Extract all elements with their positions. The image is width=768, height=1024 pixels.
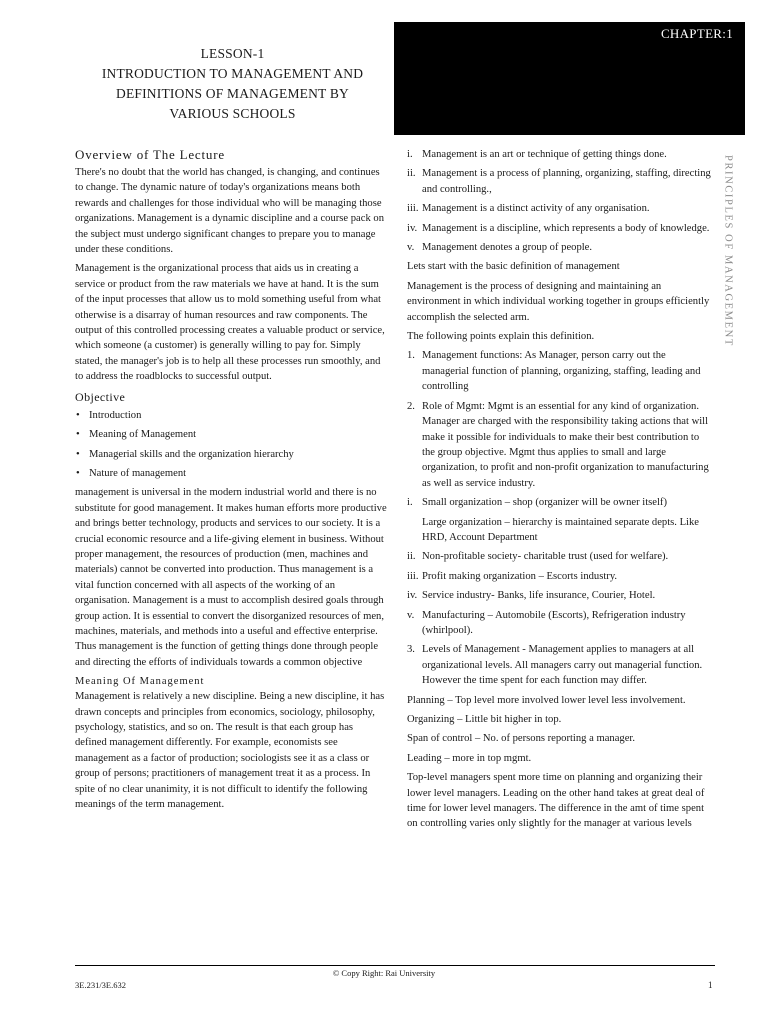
list-marker: iii. <box>407 203 419 215</box>
course-code: 3E.231/3E.632 <box>75 980 126 990</box>
right-column <box>407 147 714 836</box>
side-running-title-text: PRINCIPLES OF MANAGEMENT <box>722 155 734 347</box>
bullet-icon: • <box>76 448 80 460</box>
overview-heading: Overview of The Lecture <box>75 147 225 162</box>
list-item-text: Nature of management <box>89 467 187 479</box>
page-number: 1 <box>708 980 713 990</box>
list-marker: i. <box>407 497 413 509</box>
list-item <box>75 427 387 442</box>
organizing-text: Organizing – Little bit higher in top. <box>407 714 562 725</box>
list-marker: ii. <box>407 168 416 180</box>
objective-heading: Objective <box>75 389 126 404</box>
copyright-text: © Copy Right: Rai University <box>332 968 436 978</box>
footer-divider <box>75 965 715 966</box>
list-item <box>407 608 714 639</box>
list-item-text: Small organization – shop (organizer will be owner itself) <box>422 497 667 509</box>
list-item-text: Service industry- Banks, life insurance, Courier, Hotel. <box>422 590 656 602</box>
list-item <box>407 147 714 162</box>
list-item <box>407 166 714 197</box>
list-marker: iv. <box>407 222 418 234</box>
meaning-heading: Meaning Of Management <box>75 676 205 688</box>
list-item-text: Management is an art or technique of getting things done. <box>422 149 667 160</box>
lesson-title: LESSON-1 INTRODUCTION TO MANAGEMENT AND DEFINITIONS OF MANAGEMENT BY VARIOUS SCHOOLS <box>101 46 364 121</box>
list-item-text: Introduction <box>89 409 142 421</box>
side-running-title <box>717 155 739 345</box>
definition-paragraph: Management is the process of designing and maintaining an environment in which individual working together in groups efficiently accomplish the selected arm. <box>407 280 710 323</box>
left-column <box>75 146 387 816</box>
list-item <box>407 569 714 584</box>
list-item <box>407 549 714 564</box>
objective-paragraph: management is universal in the modern industrial world and there is no substitute for good management. It makes human efforts more productive and brings better technology, products and services to our society. It is a crucial economic resource and a life-giving element in business. Without proper management, the resources of production (men, machines and materials) cannot be converted into production. Thus management is a vital function concerned with all aspects of the working of an organisation. Management is a must to accomplish desired goals through group action. It is essential to convert the disorganized resources of men, machines, materials, and methods into a useful and effective enterprise. Thus management is the function of getting things done through people and directing the efforts of individuals towards a common objective <box>75 487 387 668</box>
list-item-text: Role of Mgmt: Mgmt is an essential for any kind of organization. Manager are charged with the responsibility taking actions that will make it possible for individuals to make their best contribution to the group objective. Mgmt thus applies to small and large organization, to profit and non-profit organization to manufacturing as well as service industry. <box>422 400 709 489</box>
point-levels-of-management <box>407 642 714 688</box>
list-item <box>407 495 714 510</box>
list-item <box>407 221 714 236</box>
list-marker: iii. <box>407 570 419 582</box>
bullet-icon: • <box>76 409 80 421</box>
top-level-paragraph: Top-level managers spent more time on planning and organizing their lower level managers. Leading on the other hand takes at great deal of time for lower level managers. The difference in the amt of time spent on controlling varies only slightly for the manager at various levels <box>407 772 705 830</box>
list-marker: v. <box>407 242 415 254</box>
list-item-text: Managerial skills and the organization hierarchy <box>89 448 294 460</box>
list-marker: iv. <box>407 590 418 602</box>
list-item <box>407 240 714 255</box>
list-item-text: Meaning of Management <box>89 429 197 441</box>
overview-paragraph-2: Management is the organizational process that aids us in creating a service or product from the raw materials we have at hand. It is the sum of the input processes that allow us to mold something useful from what otherwise is a disarray of human resources and raw components. The output of this controlled processing creates a valuable product or service, which someone (a customer) is generally willing to pay for. Simply stated, the manager's job is to help all these processes run smoothly, and to address the roadblocks to successful output. <box>75 263 385 383</box>
list-item <box>407 201 714 216</box>
following-points-text: The following points explain this definition. <box>407 331 595 343</box>
list-item-text: Non-profitable society- charitable trust (used for welfare). <box>422 551 669 563</box>
list-marker: 3. <box>407 644 415 656</box>
list-item <box>75 447 387 462</box>
leading-text: Leading – more in top mgmt. <box>407 752 532 764</box>
meaning-paragraph: Management is relatively a new discipline. Being a new discipline, it has drawn concepts and principles from economics, sociology, philosophy, psychology, statistics, and so on. The result is that each group has defined management differently. For example, economists see management as a factor of production; sociologists see it as a class or group of persons; practitioners of management treat it as a process. In spite of no clear unanimity, it is not difficult to identify the following meanings of the term management. <box>75 691 385 811</box>
list-item-text: Management is a discipline, which represents a body of knowledge. <box>422 222 710 234</box>
list-marker: v. <box>407 609 415 621</box>
span-of-control-text: Span of control – No. of persons reporting a manager. <box>407 733 636 745</box>
list-item-text: Profit making organization – Escorts industry. <box>422 570 618 582</box>
list-marker: 1. <box>407 350 415 362</box>
lets-start-text: Lets start with the basic definition of management <box>407 261 620 273</box>
list-item-text: Management functions: As Manager, person carry out the managerial function of planning, organizing, staffing, leading and controlling <box>422 350 701 393</box>
list-marker: 2. <box>407 400 415 412</box>
list-item-text: Manufacturing – Automobile (Escorts), Refrigeration industry (whirlpool). <box>422 609 686 636</box>
chapter-banner <box>394 22 745 135</box>
point-management-functions <box>407 348 714 394</box>
large-organization-text: Large organization – hierarchy is maintained separate depts. Like HRD, Account Department <box>422 516 699 543</box>
list-item-text: Management is a distinct activity of any organisation. <box>422 203 650 215</box>
bullet-icon: • <box>76 429 80 441</box>
point-role-of-mgmt <box>407 399 714 491</box>
planning-text: Planning – Top level more involved lower level less involvement. <box>407 694 686 706</box>
chapter-label: CHAPTER:1 <box>660 26 733 41</box>
list-marker: ii. <box>407 551 416 563</box>
list-item-text: Management denotes a group of people. <box>422 242 593 254</box>
list-item <box>75 466 387 481</box>
objective-list <box>75 408 387 482</box>
list-item-text: Levels of Management - Management applies to managers at all organizational levels. All managers carry out managerial function. However the time spent for each function may differ. <box>422 644 703 687</box>
overview-paragraph-1: There's no doubt that the world has changed, is changing, and continues to change. The dynamic nature of today's organizations means both rewards and challenges for those individual who will be managing those organizations. Management is a dynamic discipline and a course pack on the subject must undergo significant changes to prepare you to manage under these conditions. <box>75 167 384 256</box>
list-item <box>75 408 387 423</box>
list-marker: i. <box>407 149 413 160</box>
list-item-text: Management is a process of planning, organizing, staffing, directing and controlling., <box>422 168 711 195</box>
list-item <box>407 588 714 603</box>
bullet-icon: • <box>76 467 80 479</box>
